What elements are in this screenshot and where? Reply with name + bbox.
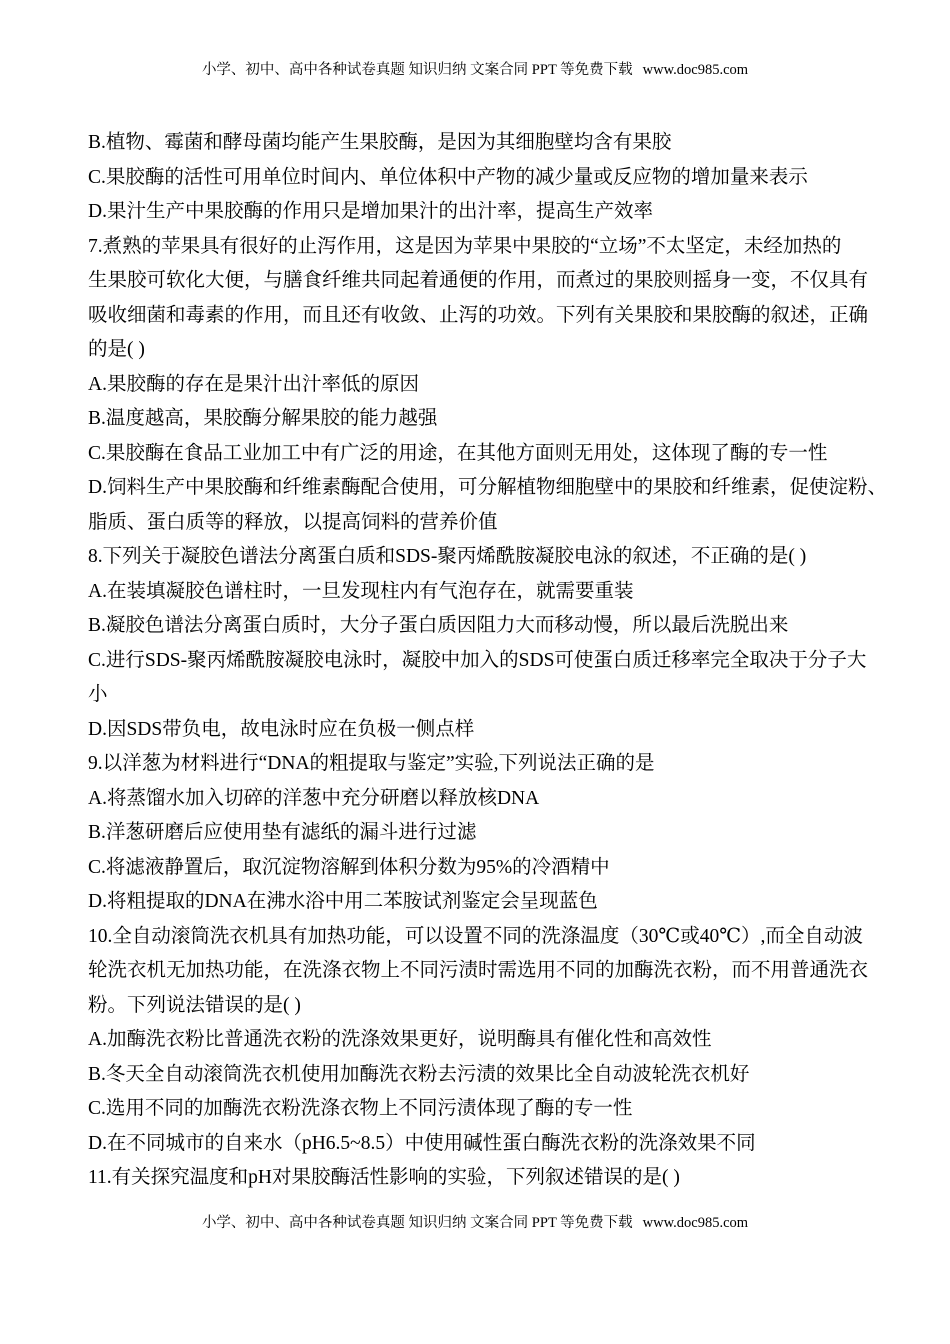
text-line: 7.煮熟的苹果具有很好的止泻作用，这是因为苹果中果胶的“立场”不太坚定，未经加热的 (88, 235, 842, 257)
text-line: A.将蒸馏水加入切碎的洋葱中充分研磨以释放核DNA (88, 787, 540, 809)
text-line: B.植物、霉菌和酵母菌均能产生果胶酶，是因为其细胞壁均含有果胶 (88, 132, 672, 153)
header-text: 小学、初中、高中各种试卷真题 知识归纳 文案合同 PPT 等免费下载 (201, 62, 633, 78)
text-line: C.果胶酶的活性可用单位时间内、单位体积中产物的减少量或反应物的增加量来表示 (88, 166, 808, 188)
text-line: 9.以洋葱为材料进行“DNA的粗提取与鉴定”实验,下列说法正确的是 (88, 753, 655, 774)
text-line: 11.有关探究温度和pH对果胶酶活性影响的实验，下列叙述错误的是( ) (88, 1167, 680, 1188)
text-line: D.果汁生产中果胶酶的作用只是增加果汁的出汁率，提高生产效率 (88, 201, 653, 222)
text-line: C.将滤液静置后，取沉淀物溶解到体积分数为95%的冷酒精中 (88, 856, 610, 878)
text-line: B.凝胶色谱法分离蛋白质时，大分子蛋白质因阻力大而移动慢，所以最后洗脱出来 (88, 615, 789, 636)
text-line: B.洋葱研磨后应使用垫有滤纸的漏斗进行过滤 (88, 822, 477, 843)
text-line: 粉。下列说法错误的是( ) (88, 994, 301, 1016)
text-line: C.选用不同的加酶洗衣粉洗涤衣物上不同污渍体现了酶的专一性 (88, 1098, 633, 1119)
text-line: B.温度越高，果胶酶分解果胶的能力越强 (88, 408, 438, 429)
text-line: D.饲料生产中果胶酶和纤维素酶配合使用，可分解植物细胞壁中的果胶和纤维素，促使淀粉、 (88, 477, 887, 498)
text-line: A.果胶酶的存在是果汁出汁率低的原因 (88, 373, 419, 395)
text-line: C.进行SDS-聚丙烯酰胺凝胶电泳时，凝胶中加入的SDS可使蛋白质迁移率完全取决于分子大 (88, 649, 867, 671)
header-url[interactable]: www.doc985.com (642, 62, 749, 78)
text-line: 10.全自动滚筒洗衣机具有加热功能，可以设置不同的洗涤温度（30℃或40℃）,而全自动波 (88, 925, 863, 947)
text-line: D.因SDS带负电，故电泳时应在负极一侧点样 (88, 718, 475, 740)
footer-url[interactable]: www.doc985.com (642, 1215, 749, 1231)
text-line: 脂质、蛋白质等的释放，以提高饲料的营养价值 (88, 511, 498, 533)
text-line: D.在不同城市的自来水（pH6.5~8.5）中使用碱性蛋白酶洗衣粉的洗涤效果不同 (88, 1132, 756, 1154)
text-line: D.将粗提取的DNA在沸水浴中用二苯胺试剂鉴定会呈现蓝色 (88, 891, 598, 912)
footer-text: 小学、初中、高中各种试卷真题 知识归纳 文案合同 PPT 等免费下载 (201, 1215, 633, 1231)
text-line: 轮洗衣机无加热功能，在洗涤衣物上不同污渍时需选用不同的加酶洗衣粉，而不用普通洗衣 (88, 960, 869, 981)
text-line: 生果胶可软化大便，与膳食纤维共同起着通便的作用，而煮过的果胶则摇身一变，不仅具有 (88, 270, 869, 291)
text-line: B.冬天全自动滚筒洗衣机使用加酶洗衣粉去污渍的效果比全自动波轮洗衣机好 (88, 1063, 750, 1085)
page-footer (0, 1211, 950, 1232)
text-line: 8.下列关于凝胶色谱法分离蛋白质和SDS-聚丙烯酰胺凝胶电泳的叙述，不正确的是( ) (88, 546, 807, 567)
text-line: 的是( ) (88, 339, 145, 360)
text-line: 吸收细菌和毒素的作用，而且还有收敛、止泻的功效。下列有关果胶和果胶酶的叙述，正确 (88, 304, 869, 326)
text-line: A.在装填凝胶色谱柱时，一旦发现柱内有气泡存在，就需要重装 (88, 580, 634, 602)
text-line: A.加酶洗衣粉比普通洗衣粉的洗涤效果更好，说明酶具有催化性和高效性 (88, 1029, 712, 1050)
page-header (0, 58, 950, 79)
text-line: C.果胶酶在食品工业加工中有广泛的用途，在其他方面则无用处，这体现了酶的专一性 (88, 442, 828, 464)
text-line: 小 (88, 684, 108, 705)
document-body (88, 126, 887, 1196)
